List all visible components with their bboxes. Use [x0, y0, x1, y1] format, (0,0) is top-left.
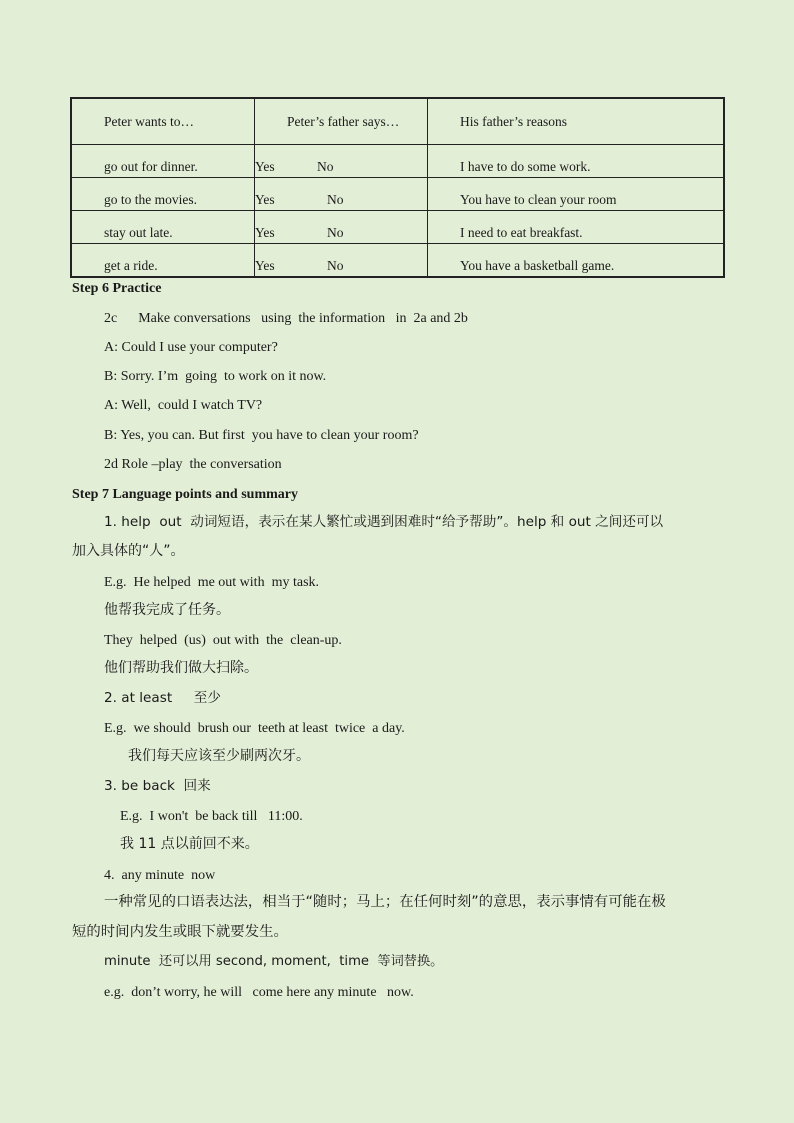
table-cell-answer	[255, 211, 428, 244]
table-row	[71, 178, 724, 211]
answer-yes: Yes	[255, 159, 275, 174]
table-cell-reason: You have a basketball game.	[428, 244, 725, 278]
point4-note: minute 还可以用 second, moment, time 等词替换。	[104, 954, 444, 969]
table-header-row	[71, 98, 724, 145]
point3-example: E.g. I won't be back till 11:00.	[120, 809, 303, 824]
point4-example: e.g. don’t worry, he will come here any minute now.	[104, 985, 414, 1000]
table-row	[71, 145, 724, 178]
table-cell-want: get a ride.	[71, 244, 255, 278]
table-cell-want: go to the movies.	[71, 178, 255, 211]
dialog-line: A: Well, could I watch TV?	[104, 398, 263, 413]
answer-no: No	[317, 159, 334, 174]
table-cell-reason: You have to clean your room	[428, 178, 725, 211]
point1-example2-zh: 他们帮助我们做大扫除。	[104, 660, 258, 676]
table-cell-answer	[255, 178, 428, 211]
point1-example1: E.g. He helped me out with my task.	[104, 575, 320, 590]
answer-no: No	[327, 225, 344, 240]
answer-yes: Yes	[255, 225, 275, 240]
table-cell-reason: I need to eat breakfast.	[428, 211, 725, 244]
point1-example1-zh: 他帮我完成了任务。	[104, 602, 230, 618]
reasons-table	[70, 97, 725, 278]
roleplay-line: 2d Role –play the conversation	[104, 457, 282, 472]
table-row	[71, 244, 724, 278]
table-cell-want: stay out late.	[71, 211, 255, 244]
table-header-cell: Peter’s father says…	[255, 98, 428, 145]
point2-title: 2. at least 至少	[104, 690, 221, 706]
point4-line2: 短的时间内发生或眼下就要发生。	[72, 924, 288, 940]
point1-line1: 1. help out 动词短语，表示在某人繁忙或遇到困难时“给予帮助”。help 和 out 之间还可以	[104, 514, 664, 530]
step6-task: 2c Make conversations using the information in 2a and 2b	[104, 311, 468, 326]
table-cell-answer	[255, 244, 428, 278]
point3-title: 3. be back 回来	[104, 778, 211, 794]
table-header-cell: Peter wants to…	[71, 98, 255, 145]
table-row	[71, 211, 724, 244]
step7-title: Step 7 Language points and summary	[72, 487, 298, 502]
answer-yes: Yes	[255, 258, 275, 273]
point2-example: E.g. we should brush our teeth at least twice a day.	[104, 721, 405, 736]
table-header-cell: His father’s reasons	[428, 98, 725, 145]
table-cell-want: go out for dinner.	[71, 145, 255, 178]
step6-title: Step 6 Practice	[72, 281, 162, 296]
dialog-line: A: Could I use your computer?	[104, 340, 278, 355]
point3-example-zh: 我 11 点以前回不来。	[120, 836, 259, 852]
point1-example2: They helped (us) out with the clean-up.	[104, 633, 342, 648]
answer-yes: Yes	[255, 192, 275, 207]
table-cell-reason: I have to do some work.	[428, 145, 725, 178]
point1-line2: 加入具体的“人”。	[72, 543, 185, 559]
point2-example-zh: 我们每天应该至少刷两次牙。	[128, 748, 310, 764]
point4-line1: 一种常见的口语表达法，相当于“随时；马上；在任何时刻”的意思，表示事情有可能在极	[104, 894, 666, 910]
answer-no: No	[327, 258, 344, 273]
dialog-line: B: Yes, you can. But first you have to clean your room?	[104, 428, 419, 443]
table-cell-answer	[255, 145, 428, 178]
point4-title: 4. any minute now	[104, 868, 216, 883]
dialog-line: B: Sorry. I’m going to work on it now.	[104, 369, 327, 384]
answer-no: No	[327, 192, 344, 207]
